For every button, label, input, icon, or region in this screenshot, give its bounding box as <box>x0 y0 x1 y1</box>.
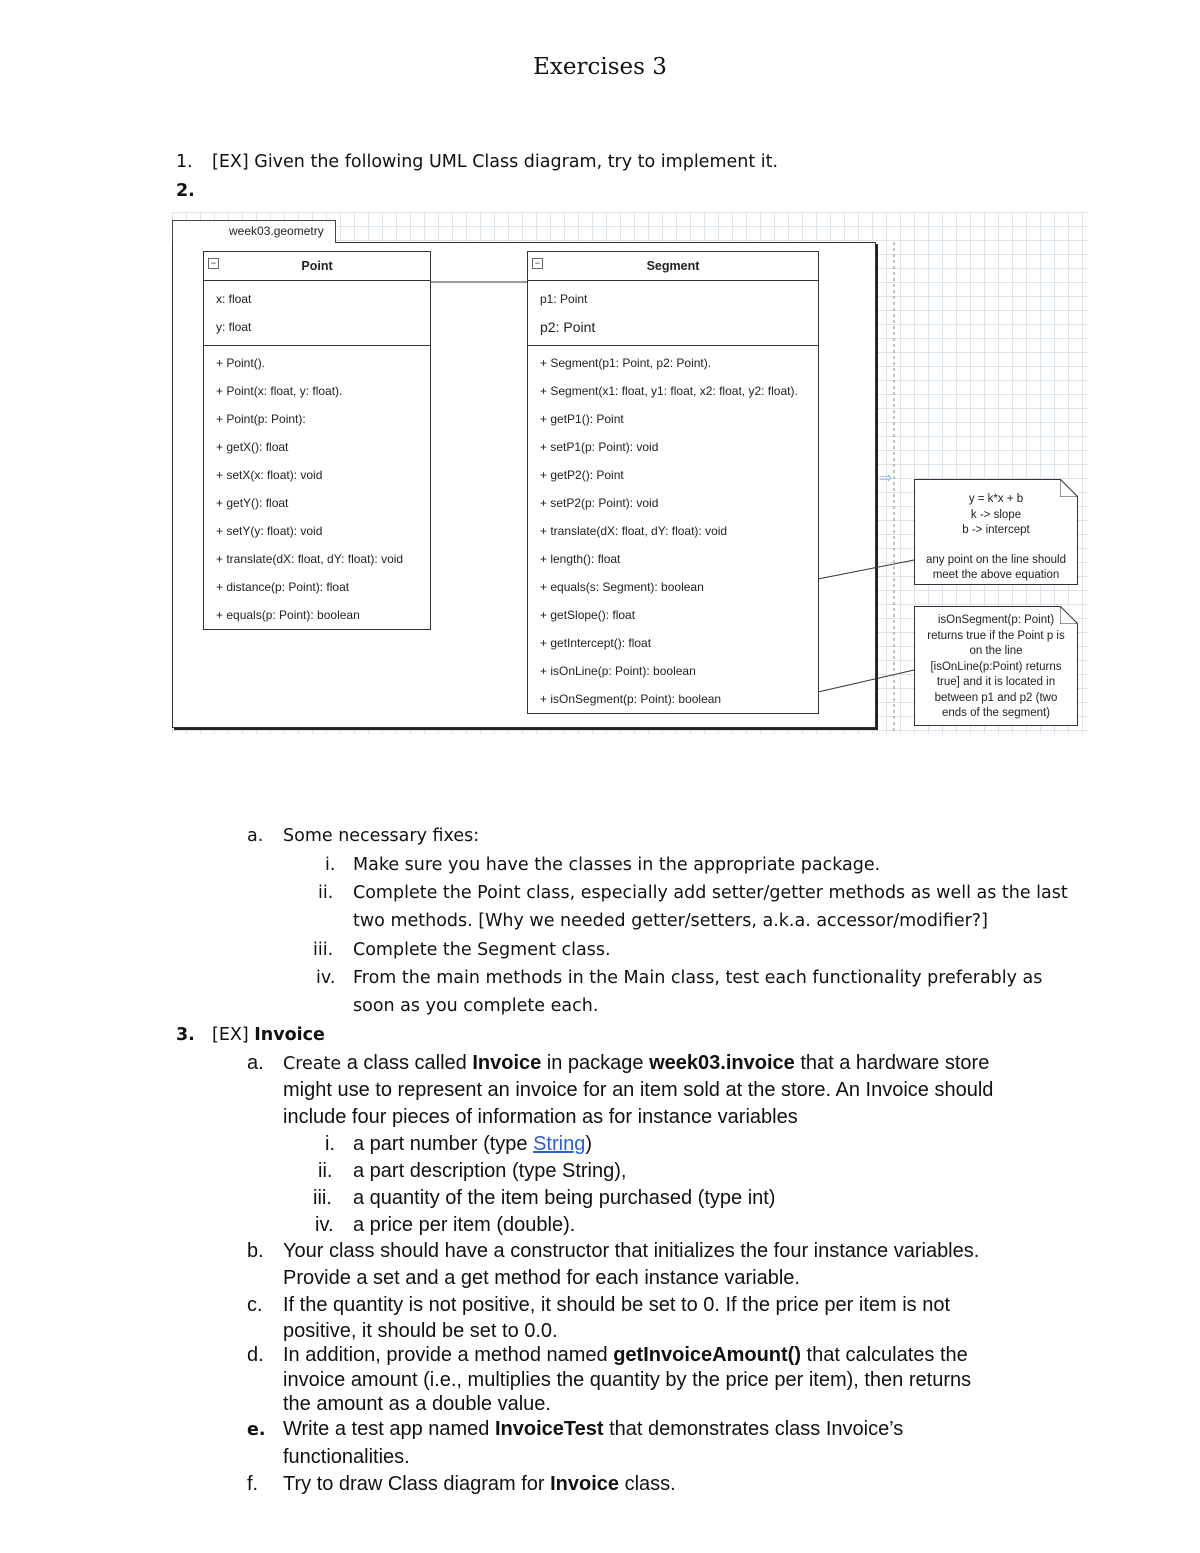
item-3a-iv-text: a price per item (double). <box>353 1214 576 1236</box>
note1-line: meet the above equation <box>932 569 1060 581</box>
item-1-number: 1. <box>176 152 193 172</box>
item-3a-ii-label: ii. <box>318 1160 333 1182</box>
fix-iv-text: From the main methods in the Main class, test each functionality preferably as <box>353 968 1043 988</box>
point-method: + getY(): float <box>216 496 289 510</box>
point-method: + setY(y: float): void <box>216 524 323 538</box>
item-3e-bold: InvoiceTest <box>494 1418 604 1440</box>
item-3d-post: that calculates the <box>801 1344 968 1366</box>
note1-line: b -> intercept <box>962 524 1030 536</box>
item-3a-b2: week03.invoice <box>649 1052 795 1074</box>
fix-iii-text: Complete the Segment class. <box>353 940 611 960</box>
segment-method: + getIntercept(): float <box>540 636 652 650</box>
item-3a-i-pre: a part number (type <box>353 1133 534 1155</box>
fix-iv-text-cont: soon as you complete each. <box>353 996 599 1016</box>
item-3-number: 3. <box>176 1025 195 1045</box>
item-3-heading <box>212 1025 325 1045</box>
item-3a-i-text <box>353 1133 592 1156</box>
note-is-on-segment <box>914 606 1078 726</box>
fix-i-text: Make sure you have the classes in the appropriate package. <box>353 855 881 875</box>
segment-method: + isOnSegment(p: Point): boolean <box>540 692 722 706</box>
segment-class-box <box>527 251 819 714</box>
fix-ii-label: ii. <box>318 883 334 903</box>
point-class-header <box>204 252 430 281</box>
note2-line: [isOnLine(p:Point) returns <box>930 660 1062 673</box>
note2-line: ends of the segment) <box>941 707 1051 719</box>
point-attribute: y: float <box>216 320 252 334</box>
fix-iii-label: iii. <box>313 940 334 960</box>
segment-method: + length(): float <box>540 552 621 566</box>
segment-method: + setP2(p: Point): void <box>540 496 659 510</box>
point-method: + Point(). <box>216 356 266 370</box>
note1-line: y = k*x + b <box>968 493 1024 505</box>
note1-line: any point on the line should <box>925 553 1067 566</box>
item-3c-label: c. <box>247 1294 263 1316</box>
item-3a-iii-text: a quantity of the item being purchased (type int) <box>353 1187 776 1209</box>
segment-attribute: p2: Point <box>540 319 596 335</box>
note1-connector <box>818 560 914 579</box>
item-1-text: [EX] Given the following UML Class diagram, try to implement it. <box>212 152 779 172</box>
note1-line: k -> slope <box>970 508 1022 521</box>
point-method: + Point(x: float, y: float). <box>216 384 343 398</box>
item-3a-w1: Create <box>283 1054 342 1074</box>
segment-method: + Segment(x1: float, y1: float, x2: float, y2: float). <box>540 384 798 398</box>
item-3a-t2: in package <box>541 1052 650 1074</box>
item-3-prefix: [EX] <box>212 1025 255 1045</box>
segment-method: + equals(s: Segment): boolean <box>540 580 704 594</box>
note-fold-icon <box>1060 479 1078 497</box>
item-3f-bold: Invoice <box>550 1473 620 1495</box>
fix-ii-text: Complete the Point class, especially add setter/getter methods as well as the last <box>353 883 1068 903</box>
item-3e-label: e. <box>247 1420 266 1440</box>
segment-method: + getP2(): Point <box>540 468 624 482</box>
note2-line: isOnSegment(p: Point) <box>937 614 1055 626</box>
item-3d-label: d. <box>247 1344 264 1366</box>
point-attribute: x: float <box>216 292 252 306</box>
item-3a-t3: that a hardware store <box>794 1052 990 1074</box>
point-method: + equals(p: Point): boolean <box>216 608 360 622</box>
item-3d-bold: getInvoiceAmount() <box>613 1344 801 1366</box>
package-name: week03.geometry <box>229 224 324 238</box>
note2-line: on the line <box>969 645 1023 657</box>
item-3d-line3: the amount as a double value. <box>283 1393 551 1415</box>
segment-method: + getSlope(): float <box>540 608 636 622</box>
collapse-icon[interactable]: − <box>532 258 543 269</box>
segment-method: + translate(dX: float, dY: float): void <box>540 524 728 538</box>
item-3e-line2: functionalities. <box>283 1446 410 1468</box>
item-3b-line2: Provide a set and a get method for each instance variable. <box>283 1267 800 1289</box>
item-3a-iv-label: iv. <box>315 1214 334 1236</box>
page-title: Exercises 3 <box>533 54 667 80</box>
item-3e-post: that demonstrates class Invoice’s <box>603 1418 904 1440</box>
fixes-heading: Some necessary fixes: <box>283 826 480 846</box>
point-class-name: Point <box>301 259 333 273</box>
item-3d-pre: In addition, provide a method named <box>283 1344 614 1366</box>
note1-spacer <box>915 539 1077 553</box>
point-method: + setX(x: float): void <box>216 468 323 482</box>
note2-connector <box>818 670 914 692</box>
uml-class-diagram <box>172 212 1088 734</box>
fix-i-label: i. <box>325 855 336 875</box>
note2-line: true] and it is located in <box>936 676 1056 688</box>
point-methods <box>204 346 430 629</box>
item-3a-label: a. <box>247 1052 264 1074</box>
item-3b-label: b. <box>247 1240 264 1262</box>
point-class-box <box>203 251 431 630</box>
item-3a-b1: Invoice <box>472 1052 542 1074</box>
fix-iv-label: iv. <box>316 968 336 988</box>
item-3c-line2: positive, it should be set to 0.0. <box>283 1320 558 1342</box>
item-3c-line1: If the quantity is not positive, it should be set to 0. If the price per item is not <box>283 1294 951 1316</box>
segment-method: + Segment(p1: Point, p2: Point). <box>540 356 712 370</box>
item-3d-line2: invoice amount (i.e., multiplies the quantity by the price per item), then returns <box>283 1369 972 1391</box>
note-fold-icon <box>1060 606 1078 624</box>
item-3f-pre: Try to draw Class diagram for <box>283 1473 551 1495</box>
segment-method: + setP1(p: Point): void <box>540 440 659 454</box>
point-method: + translate(dX: float, dY: float): void <box>216 552 404 566</box>
item-3f-post: class. <box>619 1473 676 1495</box>
arrow-right-icon: ⇒ <box>879 468 893 487</box>
point-method: + Point(p: Point): <box>216 412 306 426</box>
item-3b-line1: Your class should have a constructor that initializes the four instance variables. <box>283 1240 980 1262</box>
item-2-number: 2. <box>176 181 195 201</box>
point-method: + getX(): float <box>216 440 289 454</box>
string-link[interactable]: String <box>533 1133 586 1155</box>
note2-line: between p1 and p2 (two <box>934 691 1058 704</box>
item-3-title: Invoice <box>254 1025 325 1045</box>
point-attributes <box>204 281 430 346</box>
point-method: + distance(p: Point): float <box>216 580 350 594</box>
item-3f-line1 <box>283 1473 676 1496</box>
note2-line: returns true if the Point p is <box>927 629 1065 642</box>
item-3a-ii-text: a part description (type String), <box>353 1160 627 1182</box>
item-3a-i-label: i. <box>325 1133 335 1155</box>
segment-class-name: Segment <box>646 259 700 273</box>
segment-attribute: p1: Point <box>540 292 588 306</box>
item-3a-line2: might use to represent an invoice for an item sold at the store. An Invoice should <box>283 1079 994 1101</box>
item-3a-t1: a class called <box>341 1052 473 1074</box>
collapse-icon[interactable]: − <box>208 258 219 269</box>
segment-attributes <box>528 281 818 346</box>
segment-method: + getP1(): Point <box>540 412 624 426</box>
fixes-label: a. <box>247 826 264 846</box>
segment-methods <box>528 346 818 713</box>
item-3a-line1 <box>283 1052 989 1075</box>
item-3f-label: f. <box>247 1473 259 1495</box>
item-3e-line1 <box>283 1418 903 1441</box>
item-3a-line3: include four pieces of information as for instance variables <box>283 1106 798 1128</box>
item-3a-i-post: ) <box>585 1133 593 1155</box>
note-line-equation <box>914 479 1078 585</box>
segment-method: + isOnLine(p: Point): boolean <box>540 664 696 678</box>
item-3e-pre: Write a test app named <box>283 1418 495 1440</box>
segment-class-header <box>528 252 818 281</box>
item-3a-iii-label: iii. <box>313 1187 332 1209</box>
item-3d-line1 <box>283 1344 968 1367</box>
fix-ii-text-cont: two methods. [Why we needed getter/setters, a.k.a. accessor/modifier?] <box>353 911 988 931</box>
